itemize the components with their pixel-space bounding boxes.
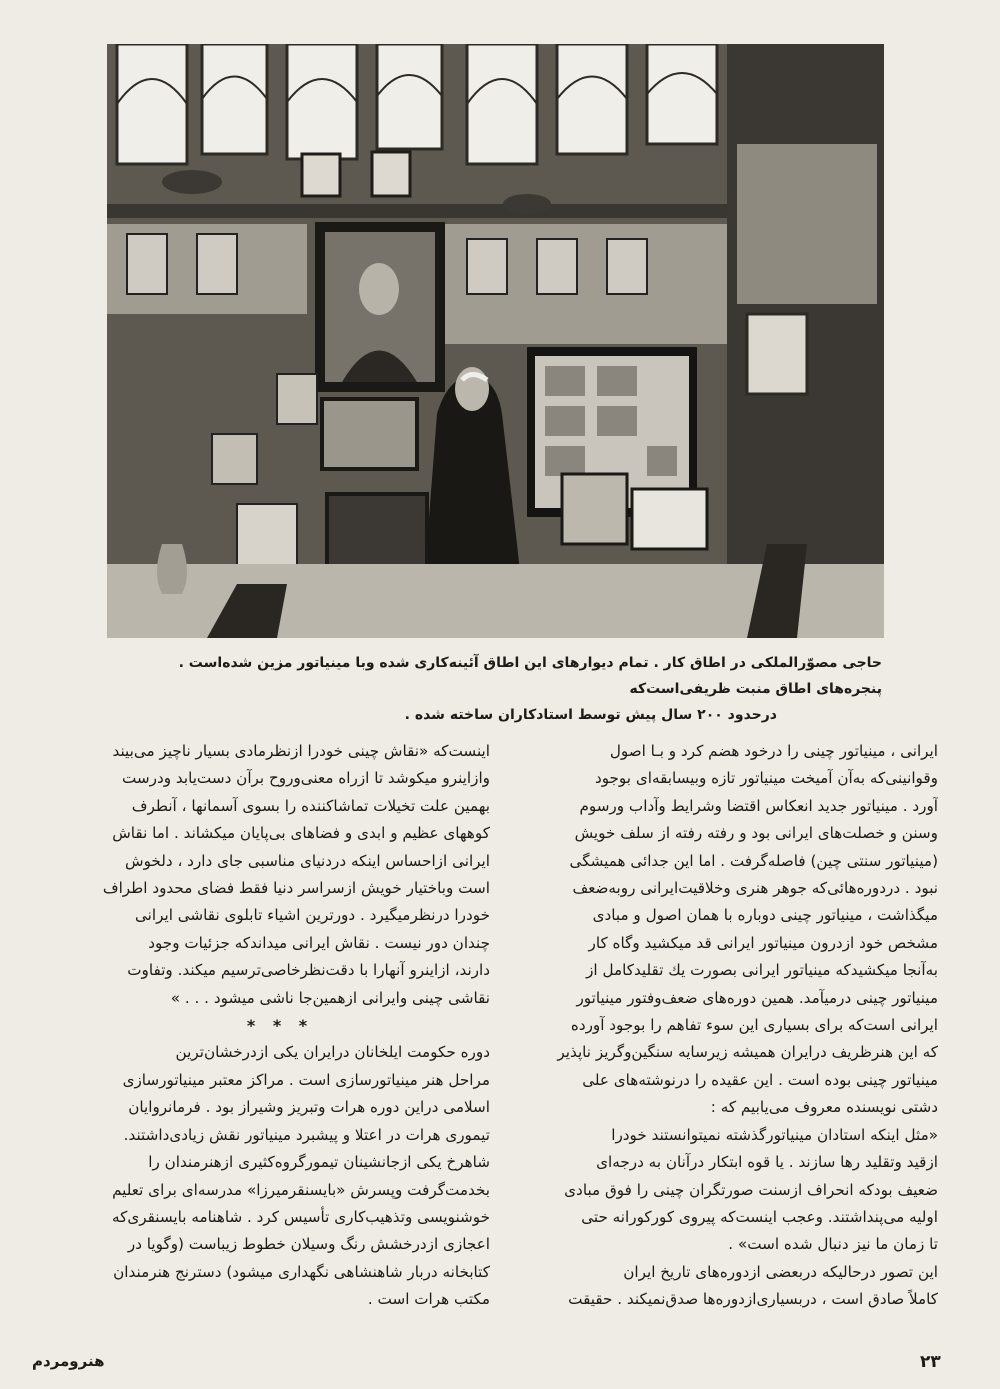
text-line: اسلامی دراین دوره هرات وتبریز وشیراز بود . فرمانروایان (128, 1098, 490, 1117)
caption-line: حاجی مصوّرالملکی در اطاق کار . تمام دیوارهای این اطاق آئینه‌کاری شده وبا مینیاتور مزین شده‌است . پنجره‌های اطاق منبت ظریفی‌است‌که (178, 655, 882, 697)
text-line: خودرا درنظرمیگیرد . دورترین اشیاء تابلوی نقاشی ایرانی (135, 906, 490, 925)
text-line: شاهرخ یکی ازجانشینان تیمورگروه‌کثیری ازهنرمندان را (148, 1153, 490, 1172)
text-line: وازاینرو میکوشد تا ازراه معنی‌وروح برآن دست‌یابد ودرست (121, 769, 490, 788)
text-line: است وباختیار خویش ازسراسر دنیا فقط فضای محدود اطراف (102, 879, 490, 898)
page-number: ۲۳ (920, 1352, 941, 1372)
text-line: وقوانینی‌که به‌آن آمیخت مینیاتور تازه وبیسابقه‌ای بوجود (594, 769, 938, 788)
text-line: ایرانی است‌که برای بسیاری این سوء تفاهم را بوجود آورده (570, 1016, 938, 1035)
text-line: (مینیاتور سنتی چین) فاصله‌گرفت . اما این جدائی همیشگی (569, 851, 938, 870)
photo-drawing (107, 44, 884, 638)
text-line: بهمین علت تخیلات تماشاکننده را بسوی آسمانها ، آنطرف (131, 796, 490, 815)
text-line: کوههای عظیم و ابدی و فضاهای بی‌پایان میکشاند . اما نقاش (112, 824, 490, 843)
text-line: ازقید وتقلید رها سازند . یا قوه ابتکار درآنان به درجه‌ای (596, 1153, 938, 1172)
text-line: ایرانی ، مینیاتور چینی را درخود هضم کرد و بـا اصول (609, 742, 938, 760)
text-line: «مثل اینکه استادان مینیاتورگذشته نمیتوانستند خودرا (611, 1125, 938, 1144)
text-line: کاملاً صادق است ، دربسیاری‌ازدوره‌ها صدق‌نمیکند . حقیقت (568, 1290, 938, 1309)
text-line: چندان دور نیست . نقاش ایرانی میداندکه جزئیات وجود (148, 933, 490, 952)
text-line: ضعیف بودکه انحراف ازسنت صورتگران چینی را فوق مبادی (564, 1180, 938, 1199)
text-line: تیموری هرات در اعتلا و پیشبرد مینیاتور نقش زیادی‌داشتند. (123, 1125, 490, 1144)
text-line: اینست‌که «نقاش چینی خودرا ازنظرمادی بسیار ناچیز می‌بیند (112, 742, 490, 760)
archival-photo (107, 44, 884, 638)
text-line: اولیه می‌پنداشتند. وعجب اینست‌که پیروی کورکورانه حتی (581, 1207, 938, 1226)
text-line: ایرانی ازاحساس اینکه دردنیای مناسبی جای دارد ، دلخوش (125, 851, 490, 870)
text-line: آورد . مینیاتور جدید انعکاس اقتضا وشرایط وآداب ورسوم (579, 796, 938, 815)
text-line: تا زمان ما نیز دنبال شده است» . (728, 1235, 938, 1254)
text-line: مراحل هنر مینیاتورسازی است . مراکز معتبر مینیاتورسازی (122, 1070, 490, 1089)
text-line: مکتب هرات است . (367, 1290, 490, 1309)
text-line: بخدمت‌گرفت وپسرش «بایسنقرمیرزا» مدرسه‌ای برای تعلیم (112, 1180, 490, 1199)
section-separator: * * * (246, 1016, 314, 1036)
text-line: وسنن و خصلت‌های ایرانی بود و رفته رفته از سلف خویش (574, 824, 938, 843)
text-line: میگذاشت ، مینیاتور چینی دوباره با همان اصول و مبادی (592, 906, 938, 925)
text-line: مشخص خود ازدرون مینیاتور ایرانی قد میکشید وگاه کار (588, 933, 938, 952)
text-line: این تصور درحالیکه دربعضی ازدوره‌های تاریخ ایران (623, 1262, 938, 1281)
caption-line: درحدود ۲۰۰ سال پیش توسط استادکاران ساخته شده . (404, 707, 777, 723)
magazine-name: هنرومردم (32, 1352, 105, 1370)
text-line: اعجازی ازدرخشش رنگ وسیلان خطوط زیباست (وگویا در (127, 1235, 490, 1254)
text-line: که این هنرظریف درایران همیشه زیرسایه سنگین‌وگریز ناپذیر (557, 1043, 938, 1062)
text-line: کتابخانه دربار شاهنشاهی نگهداری میشود) دسترنج هنرمندان (113, 1262, 490, 1281)
text-line: نبود . دردوره‌هائی‌که جوهر هنری وخلاقیت‌ایرانی روبه‌ضعف (572, 879, 938, 898)
text-line: دوره حکومت ایلخانان درایران یکی ازدرخشان‌ترین (175, 1043, 490, 1062)
text-line: دارند، ازاینرو آنهارا با دقت‌نظرخاصی‌ترسیم میکند. وتفاوت (127, 961, 490, 980)
photo-caption (110, 650, 882, 728)
text-line: خوشنویسی وتذهیب‌کاری تأسیس کرد . شاهنامه بایسنقری‌که (111, 1207, 490, 1226)
right-column (518, 738, 938, 1314)
text-line: به‌آنجا میکشیدکه مینیاتور ایرانی بصورت یك تقلیدکامل از (586, 961, 938, 980)
text-line: نقاشی چینی وایرانی ازهمین‌جا ناشی میشود . . . » (170, 988, 490, 1007)
text-line: دشتی نویسنده معروف می‌یابیم که : (710, 1098, 938, 1117)
text-line: مینیاتور چینی درمیآمد. همین دوره‌های ضعف‌وفتور مینیاتور (576, 988, 938, 1007)
text-line: مینیاتور چینی بوده است . این عقیده را درنوشته‌های علی (582, 1070, 938, 1089)
left-column (70, 738, 490, 1314)
